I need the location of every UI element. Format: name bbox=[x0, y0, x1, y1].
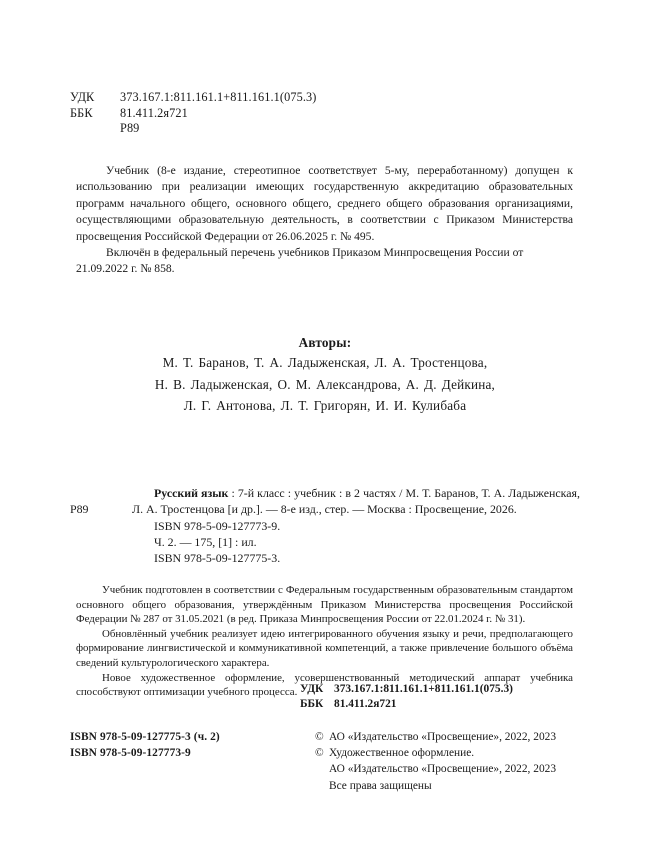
copyright-line-3 bbox=[315, 761, 580, 777]
udk-footer-label: УДК bbox=[300, 683, 324, 695]
rights-reserved-line bbox=[315, 778, 580, 794]
copyright-text-3: АО «Издательство «Просвещение», 2022, 2023 bbox=[329, 763, 557, 776]
fine-print-paragraph-3: Новое художественное оформление, усовершенствованный методический аппарат учебника способствуют оптимизации учебного процесса. bbox=[76, 671, 573, 699]
udk-bbk-footer bbox=[300, 682, 575, 711]
approval-paragraph-2: Включён в федеральный перечень учебников Приказом Минпросвещения России от 21.09.2022 г. № 858. bbox=[76, 246, 524, 276]
bbk-row bbox=[70, 106, 316, 122]
udk-footer-value: 373.167.1:811.161.1+811.161.1(075.3) bbox=[334, 683, 513, 695]
udk-value: 373.167.1:811.161.1+811.161.1(075.3) bbox=[120, 90, 317, 104]
bibliographic-description bbox=[70, 485, 580, 566]
approval-paragraph-1: Учебник (8-е издание, стереотипное соответствует 5-му, переработанному) допущен к использованию при реализации имеющих государственную аккредитацию образовательных программ начального общего, основного общего, среднего общего образования организациями, осуществляющими образовательную деятельность, в соответствии с Приказом Министерства просвещения Российской Федерации от 26.06.2025 г. № 495. bbox=[76, 164, 573, 243]
bbk-footer-row bbox=[300, 697, 575, 712]
udk-bbk-header bbox=[70, 90, 316, 137]
fine-print-paragraph-2: Обновлённый учебник реализует идею интегрированного обучения языку и речи, предполагающего формирование лингвистической и коммуникативной компетенций, а также привлечение большого объёма сведений культурологического характера. bbox=[76, 627, 573, 669]
bbk-label: ББК bbox=[70, 105, 93, 120]
biblio-part-line: Ч. 2. — 175, [1] : ил. bbox=[154, 534, 257, 549]
copyright-icon: © bbox=[315, 731, 324, 743]
copyright-text-2: Художественное оформление. bbox=[329, 747, 475, 760]
bottom-isbn-part: ISBN 978-5-09-127775-3 (ч. 2) bbox=[70, 731, 220, 743]
bbk-footer-label: ББК bbox=[300, 697, 324, 710]
fine-print-paragraph-1: Учебник подготовлен в соответствии с Федеральным государственным образовательным стандартом основного общего образования, утверждённым Приказом Министерства просвещения Российской Федерации № 287 от 31.05.2021 (в ред. Приказа Минпросвещения России от 22.01.2024 г. № 31). bbox=[76, 584, 573, 626]
udk-footer-row bbox=[300, 682, 575, 697]
approval-block bbox=[76, 163, 573, 278]
bottom-isbn-full: ISBN 978-5-09-127773-9 bbox=[70, 747, 191, 760]
biblio-isbn-full: ISBN 978-5-09-127773-9. bbox=[154, 518, 281, 533]
bottom-isbn-group bbox=[70, 729, 315, 761]
copyright-line-2 bbox=[315, 745, 580, 761]
copyright-line-1 bbox=[315, 729, 580, 745]
copyright-group bbox=[315, 729, 580, 794]
authors-title: Авторы: bbox=[298, 335, 352, 350]
authors-line-2: Н. В. Ладыженская, О. М. Александрова, А. Д. Дейкина, bbox=[154, 376, 496, 392]
copyright-icon-2: © bbox=[315, 747, 324, 760]
copyright-text-1: АО «Издательство «Просвещение», 2022, 2023 bbox=[329, 731, 557, 743]
biblio-title: Русский язык bbox=[154, 486, 229, 500]
biblio-description-line bbox=[132, 485, 580, 518]
rights-reserved-text: Все права защищены bbox=[329, 779, 432, 792]
authors-line-3: Л. Г. Антонова, Л. Т. Григорян, И. И. Кулибаба bbox=[183, 398, 467, 413]
udk-label: УДК bbox=[70, 90, 95, 104]
biblio-isbn-part: ISBN 978-5-09-127775-3. bbox=[154, 551, 281, 566]
udk-row bbox=[70, 90, 316, 106]
authors-block bbox=[60, 333, 590, 417]
biblio-signature: Р89 bbox=[70, 502, 89, 517]
bbk-footer-value: 81.411.2я721 bbox=[334, 697, 397, 710]
biblio-description: : 7-й класс : учебник : в 2 частях / М. Т. Баранов, Т. А. Ладыженская, Л. А. Тростенцова [и др.]. — 8-е изд., стер. — Москва : Просвещение, 2026. bbox=[132, 486, 580, 517]
authors-line-1: М. Т. Баранов, Т. А. Ладыженская, Л. А. Тростенцова, bbox=[162, 355, 488, 370]
shelf-code: Р89 bbox=[120, 121, 140, 136]
bbk-value: 81.411.2я721 bbox=[120, 105, 188, 120]
bottom-block bbox=[70, 729, 580, 794]
